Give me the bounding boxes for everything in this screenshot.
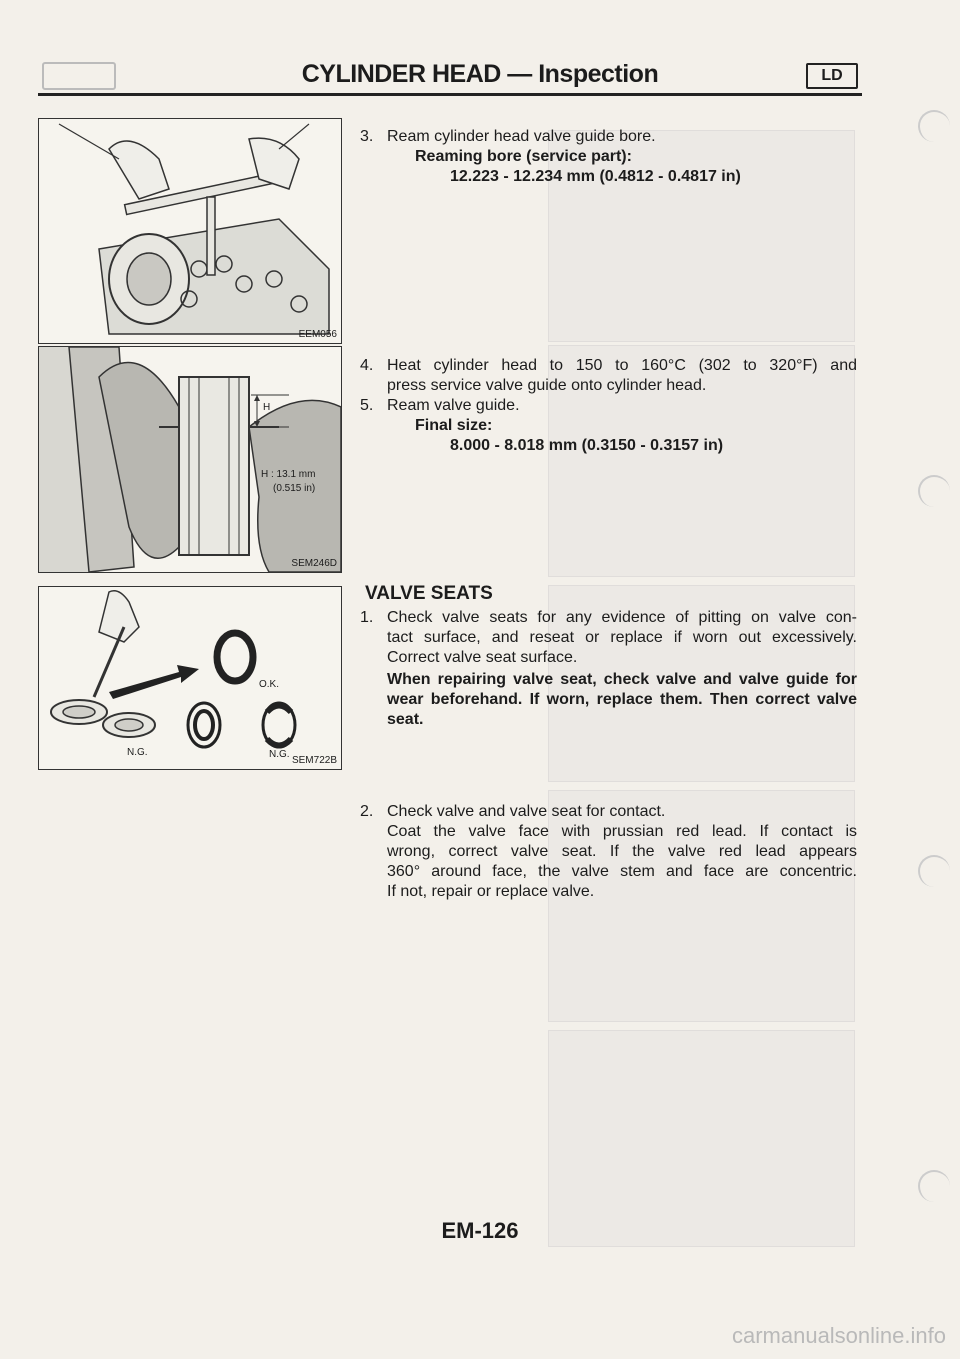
valve-contact-drawing <box>39 587 341 769</box>
figure-reaming-illustration <box>38 118 342 344</box>
warning-text: wear beforehand. If worn, replace them. Then correct valve <box>387 691 857 708</box>
binder-hole <box>918 1170 950 1202</box>
valve-guide-drawing <box>39 347 341 572</box>
page-number: EM-126 <box>441 1218 519 1243</box>
binder-hole <box>918 110 950 142</box>
spec-value: 12.223 - 12.234 mm (0.4812 - 0.4817 in) <box>450 168 741 185</box>
dimension-value: H : 13.1 mm <box>261 469 316 480</box>
step-text: Check valve and valve seat for contact. <box>387 803 666 820</box>
engine-badge: LD <box>806 63 858 89</box>
page-title: CYLINDER HEAD — Inspection <box>301 60 659 88</box>
watermark: carmanualsonline.info <box>731 1323 946 1348</box>
step-number: 2. <box>360 803 374 820</box>
dimension-label-h: H <box>263 402 271 413</box>
label-ng: N.G. <box>269 749 290 760</box>
bleed-through-panel <box>548 1030 855 1247</box>
section-heading: VALVE SEATS <box>365 583 493 604</box>
step-number: 1. <box>360 609 374 626</box>
step-text: Check valve seats for any evidence of pitting on valve con- <box>387 609 857 626</box>
step-text: Ream valve guide. <box>387 397 520 414</box>
figure-code: SEM246D <box>291 558 337 569</box>
step-text: tact surface, and reseat or replace if worn out excessively. <box>387 629 857 646</box>
step-number: 5. <box>360 397 374 414</box>
figure-valve-guide-height <box>38 346 342 573</box>
step-text: Coat the valve face with prussian red lead. If contact is <box>387 823 857 840</box>
header-rule <box>38 93 862 96</box>
step-text: Heat cylinder head to 150 to 160°C (302 to 320°F) and <box>387 357 857 374</box>
step-number: 3. <box>360 128 374 145</box>
label-ng: N.G. <box>127 747 148 758</box>
step-text: Correct valve seat surface. <box>387 649 578 666</box>
figure-code: SEM722B <box>291 755 337 766</box>
step-text: wrong, correct valve seat. If the valve red lead appears <box>387 843 857 860</box>
spec-value: 8.000 - 8.018 mm (0.3150 - 0.3157 in) <box>450 437 724 454</box>
spec-label: Final size: <box>415 417 493 434</box>
reaming-drawing <box>39 119 341 343</box>
label-ok: O.K. <box>259 679 280 690</box>
step-text: Ream cylinder head valve guide bore. <box>387 128 656 145</box>
step-text: press service valve guide onto cylinder head. <box>387 377 707 394</box>
step-text: 360° around face, the valve stem and face are concentric. <box>387 863 857 880</box>
binder-hole <box>918 475 950 507</box>
binder-hole <box>918 855 950 887</box>
step-number: 4. <box>360 357 374 374</box>
spec-label: Reaming bore (service part): <box>415 148 632 165</box>
warning-text: When repairing valve seat, check valve and valve guide for <box>387 671 857 688</box>
step-text: If not, repair or replace valve. <box>387 883 595 900</box>
figure-valve-contact <box>38 586 342 770</box>
figure-code: EEM056 <box>298 329 337 340</box>
dimension-value-inch: (0.515 in) <box>273 483 316 494</box>
warning-text: seat. <box>387 711 424 728</box>
